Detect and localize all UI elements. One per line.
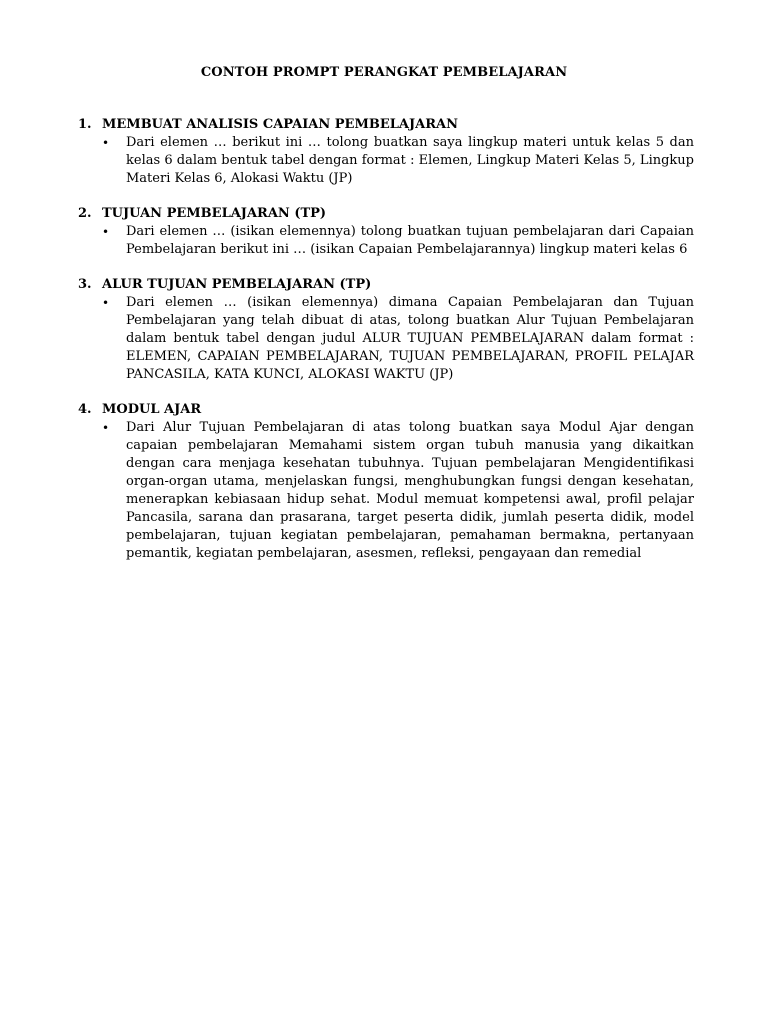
section-heading: MEMBUAT ANALISIS CAPAIAN PEMBELAJARAN [102,117,458,132]
bullet-item [78,294,694,384]
bullet-list [78,419,694,563]
section-heading-row [78,401,694,419]
bullet-dot-icon: • [102,225,110,239]
section-heading: ALUR TUJUAN PEMBELAJARAN (TP) [102,277,372,292]
bullet-list [78,134,694,188]
section-heading-row [78,276,694,294]
bullet-item [78,419,694,563]
bullet-list [78,294,694,384]
bullet-text: Dari elemen … berikut ini … tolong buatkan saya lingkup materi untuk kelas 5 dan kelas 6 dalam bentuk tabel dengan format : Elemen, Lingkup Materi Kelas 5, Lingkup Materi Kelas 6, Alokasi Waktu (JP) [126,135,694,186]
section-item [78,401,694,563]
section-heading-row [78,205,694,223]
section-heading-row [78,116,694,134]
section-number: 3. [78,277,92,292]
section-number: 4. [78,402,92,417]
bullet-dot-icon: • [102,136,110,150]
bullet-item [78,134,694,188]
bullet-text: Dari Alur Tujuan Pembelajaran di atas tolong buatkan saya Modul Ajar dengan capaian pembelajaran Memahami sistem organ tubuh manusia yang dikaitkan dengan cara menjaga kesehatan tubuhnya. Tujuan pembelajaran Mengidentifikasi organ-organ utama, menjelaskan fungsi, menghubungkan fungsi dengan kesehatan, menerapkan kebiasaan hidup sehat. Modul memuat kompetensi awal, profil pelajar Pancasila, sarana dan prasarana, target peserta didik, jumlah peserta didik, model pembelajaran, tujuan kegiatan pembelajaran, pemahaman bermakna, pertanyaan pemantik, kegiatan pembelajaran, asesmen, refleksi, pengayaan dan remedial [126,420,694,561]
section-item [78,276,694,384]
bullet-text: Dari elemen … (isikan elemennya) tolong buatkan tujuan pembelajaran dari Capaian Pembelajaran berikut ini … (isikan Capaian Pembelajarannya) lingkup materi kelas 6 [126,224,694,257]
section-number: 1. [78,117,92,132]
section-list [78,116,694,579]
section-item [78,205,694,259]
document-title: CONTOH PROMPT PERANGKAT PEMBELAJARAN [200,65,568,80]
bullet-text: Dari elemen … (isikan elemennya) dimana Capaian Pembelajaran dan Tujuan Pembelajaran yang telah dibuat di atas, tolong buatkan Alur Tujuan Pembelajaran dalam bentuk tabel dengan judul ALUR TUJUAN PEMBELAJARAN dalam format : ELEMEN, CAPAIAN PEMBELAJARAN, TUJUAN PEMBELAJARAN, PROFIL PELAJAR PANCASILA, KATA KUNCI, ALOKASI WAKTU (JP) [126,295,694,382]
section-heading: TUJUAN PEMBELAJARAN (TP) [102,206,327,221]
bullet-item [78,223,694,259]
section-heading: MODUL AJAR [102,402,202,417]
bullet-dot-icon: • [102,296,110,310]
bullet-list [78,223,694,259]
bullet-dot-icon: • [102,421,110,435]
section-number: 2. [78,206,92,221]
section-item [78,116,694,188]
